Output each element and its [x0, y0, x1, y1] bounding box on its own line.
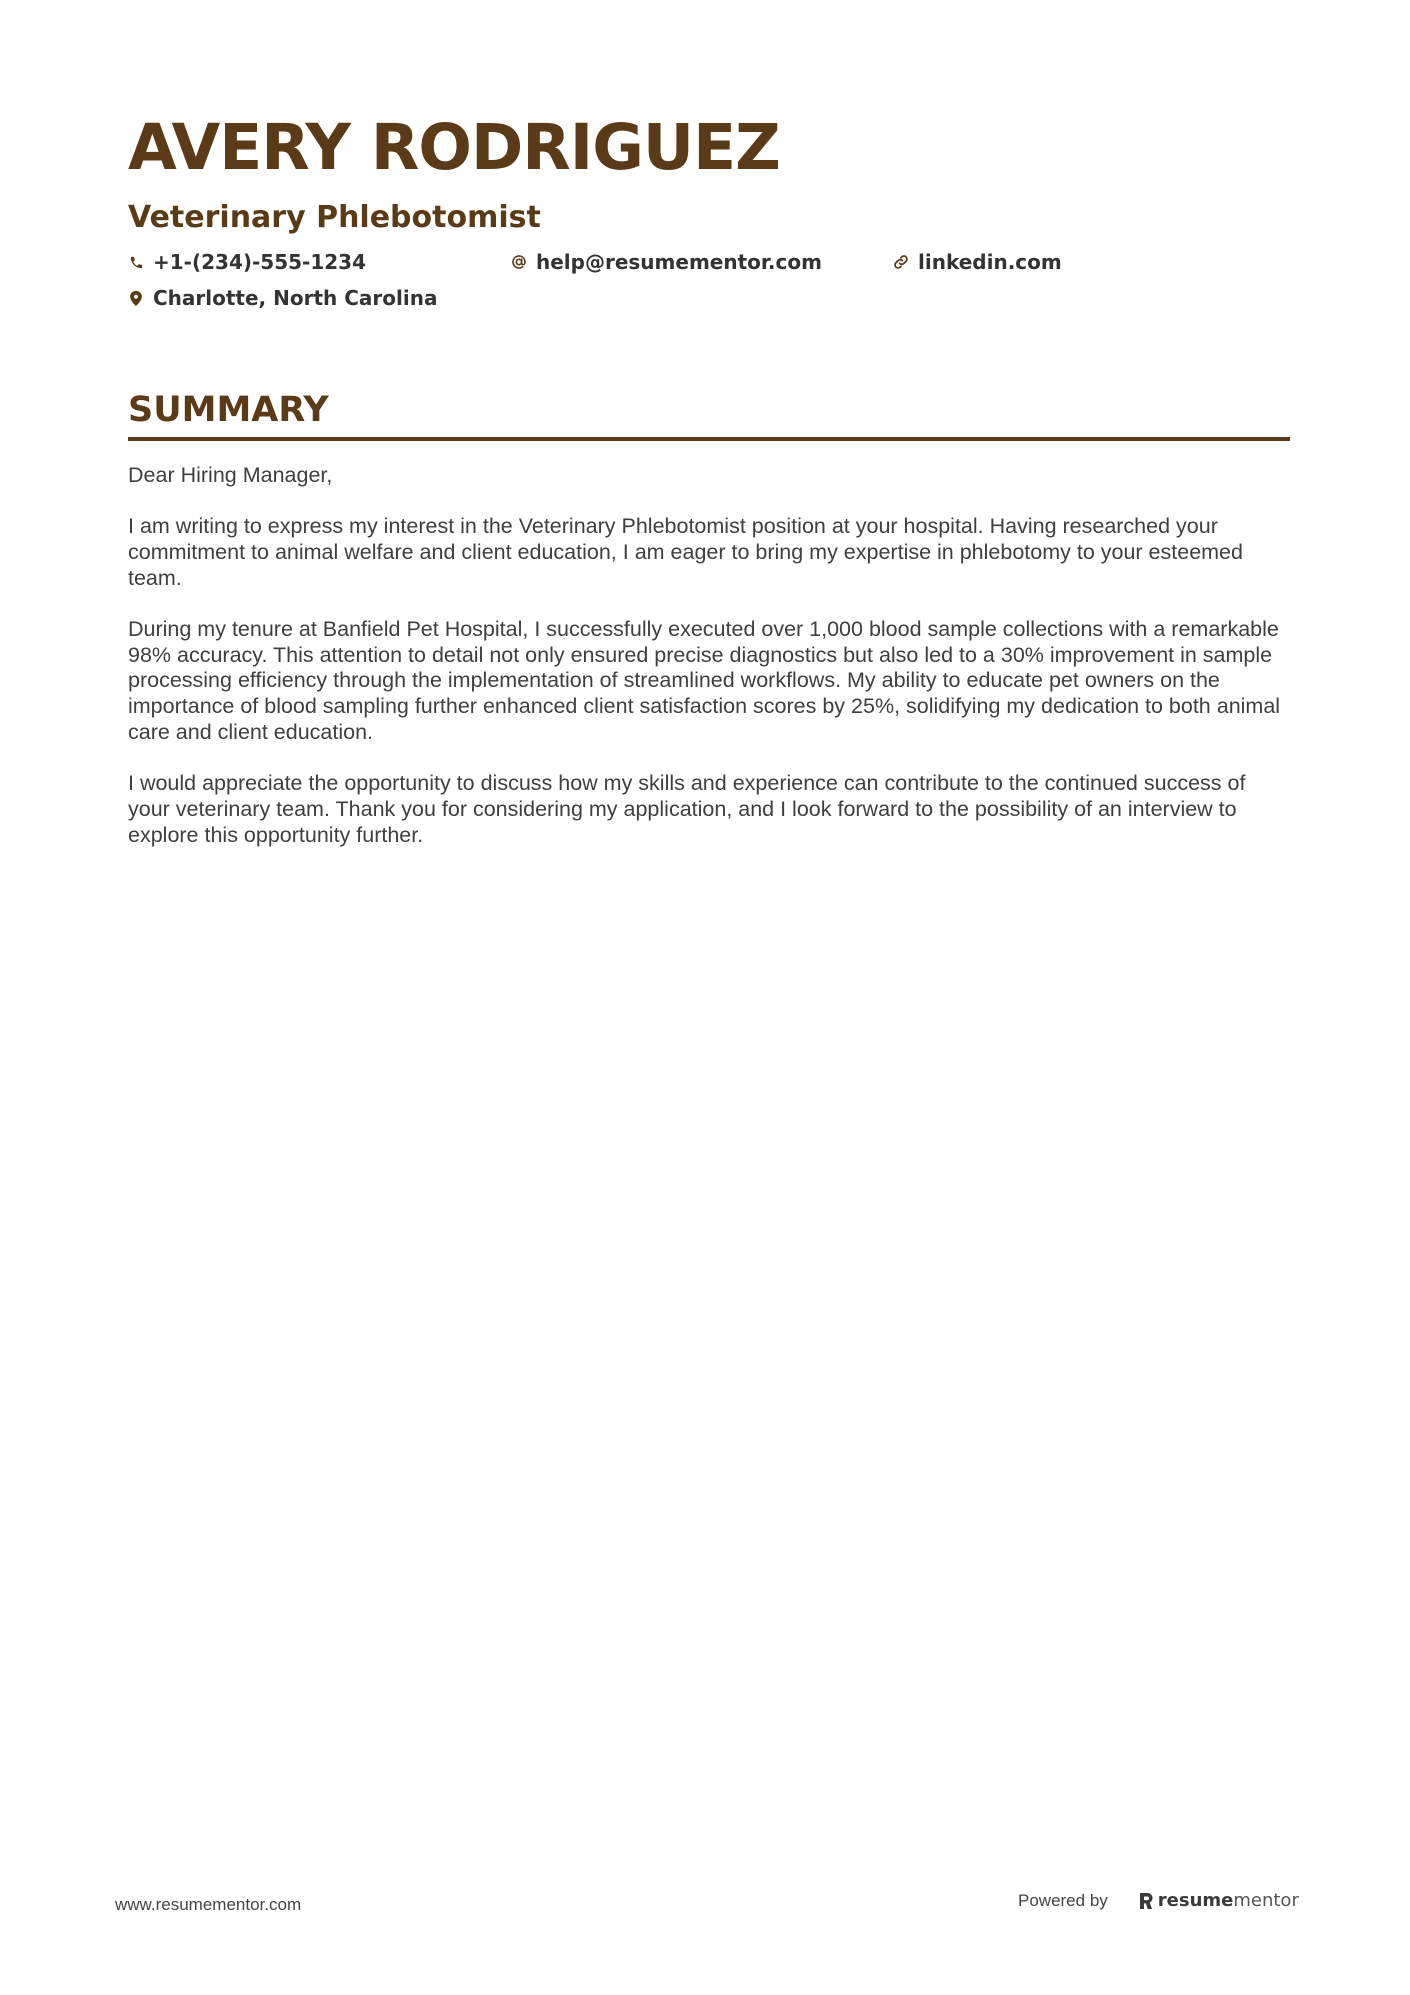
paragraph: I am writing to express my interest in the Veterinary Phlebotomist position at your hospital. Having researched your commitment to animal welfare and client education, I am eager to bring my expertise in phlebotomy to your esteemed team. [128, 514, 1243, 590]
location-pin-icon [128, 290, 144, 306]
contact-info [128, 250, 1288, 320]
link-icon [893, 254, 909, 270]
cover-letter-body [128, 463, 1290, 848]
section-divider [128, 437, 1290, 441]
email-text[interactable]: help@resumementor.com [536, 250, 822, 274]
contact-location [128, 286, 437, 310]
section-title-summary: SUMMARY [128, 390, 329, 430]
phone-icon [128, 254, 144, 270]
footer-powered-by [1018, 1890, 1299, 1911]
resume-header [128, 108, 1288, 320]
brand-mark-icon [1138, 1891, 1154, 1911]
job-title: Veterinary Phlebotomist [128, 200, 541, 235]
greeting: Dear Hiring Manager, [128, 463, 333, 487]
contact-link[interactable] [893, 250, 1062, 274]
candidate-name: AVERY RODRIGUEZ [128, 111, 780, 184]
link-text[interactable]: linkedin.com [918, 250, 1062, 274]
location-text: Charlotte, North Carolina [153, 286, 438, 310]
paragraph: During my tenure at Banfield Pet Hospital, I successfully executed over 1,000 blood sample collections with a remarkable 98% accuracy. This attention to detail not only ensured precise diagnostics but also led to a 30% improvement in sample processing efficiency through the implementation of streamlined workflows. My ability to educate pet owners on the importance of blood sampling further enhanced client satisfaction scores by 25%, solidifying my dedication to both animal care and client education. [128, 617, 1281, 744]
phone-text: +1-(234)-555-1234 [153, 250, 367, 274]
powered-by-label: Powered by [1018, 1890, 1108, 1910]
at-icon [511, 254, 527, 270]
contact-phone [128, 250, 366, 274]
paragraph: I would appreciate the opportunity to discuss how my skills and experience can contribute to the continued success of your veterinary team. Thank you for considering my application, and I look forward to the possibility of an interview to explore this opportunity further. [128, 771, 1246, 847]
brand-text-mentor: mentor [1233, 1890, 1299, 1911]
brand-logo[interactable] [1138, 1890, 1299, 1911]
footer-website[interactable]: www.resumementor.com [115, 1895, 302, 1914]
contact-email[interactable] [511, 250, 822, 274]
summary-section [128, 385, 1290, 874]
brand-text-resume: resume [1157, 1890, 1234, 1911]
